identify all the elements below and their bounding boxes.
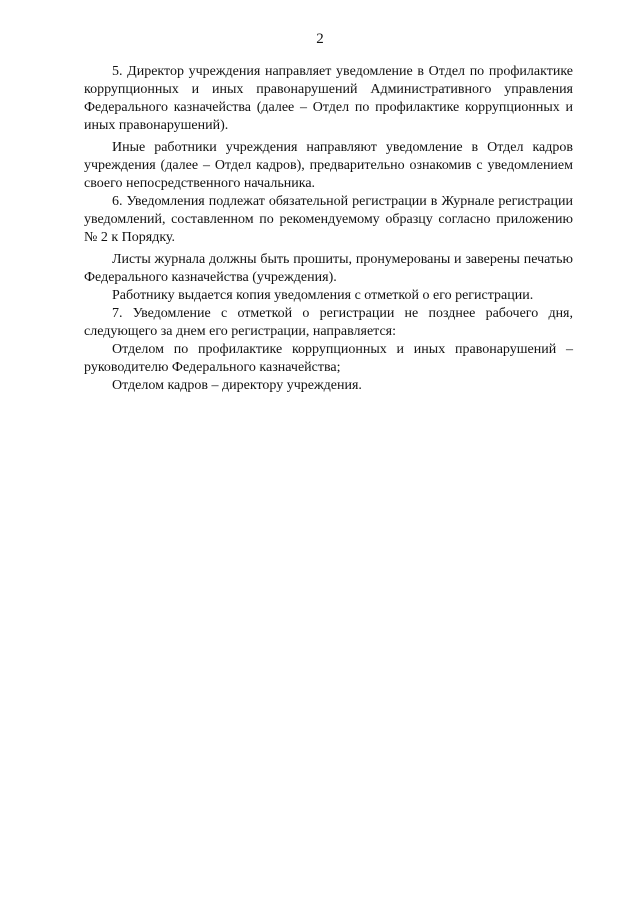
paragraph-journal-sheets: Листы журнала должны быть прошиты, пронумерованы и заверены печатью Федерального казначейства (учреждения). bbox=[84, 252, 573, 285]
paragraph-7-forwarding: 7. Уведомление с отметкой о регистрации не позднее рабочего дня, следующего за днем его регистрации, направляется: bbox=[84, 306, 573, 339]
paragraph-copy-issued: Работнику выдается копия уведомления с отметкой о его регистрации. bbox=[112, 288, 534, 303]
paragraph-other-employees-notification: Иные работники учреждения направляют уведомление в Отдел кадров учреждения (далее – Отдел кадров), предварительно ознакомив с уведомлением своего непосредственного начальника. bbox=[84, 140, 573, 191]
document-body bbox=[84, 63, 573, 395]
paragraph-prevention-department-forwarding: Отделом по профилактике коррупционных и иных правонарушений – руководителю Федерального казначейства; bbox=[84, 342, 573, 375]
paragraph-5-director-notification: 5. Директор учреждения направляет уведомление в Отдел по профилактике коррупционных и иных правонарушений Административного управления Федерального казначейства (далее – Отдел по профилактике коррупционных и иных правонарушений). bbox=[84, 64, 573, 133]
paragraph-6-registration: 6. Уведомления подлежат обязательной регистрации в Журнале регистрации уведомлений, составленном по рекомендуемому образцу согласно приложению № 2 к Порядку. bbox=[84, 194, 573, 245]
page-number: 2 bbox=[316, 31, 324, 47]
paragraph-hr-department-forwarding: Отделом кадров – директору учреждения. bbox=[112, 378, 362, 393]
